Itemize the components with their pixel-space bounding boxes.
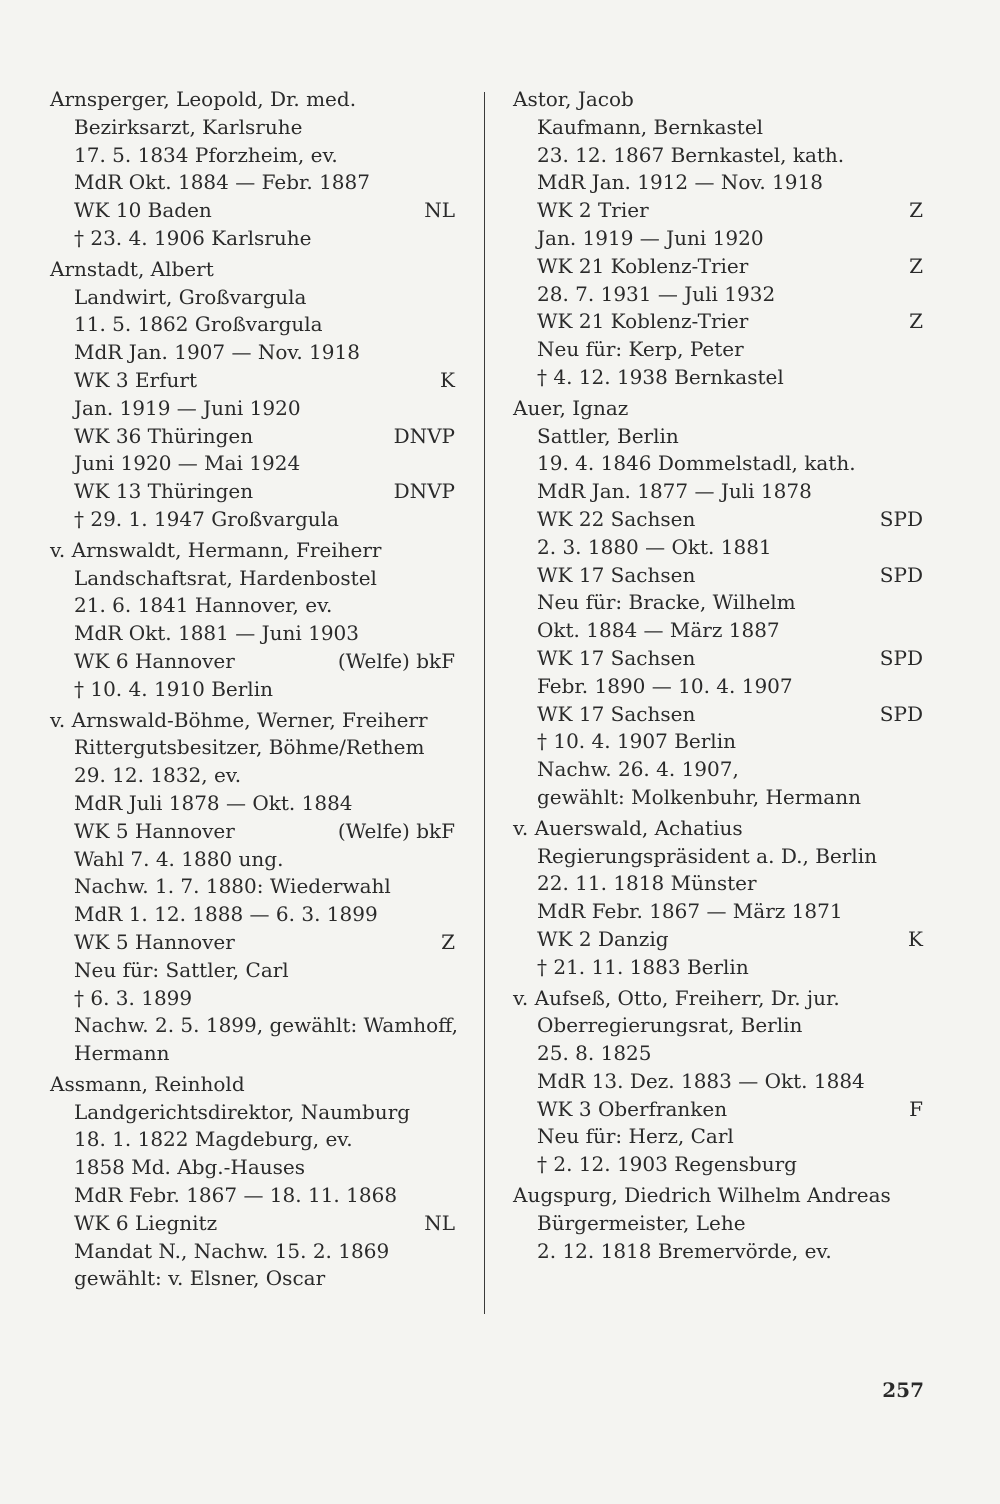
entry-line-text: MdR Juli 1878 — Okt. 1884 [74,790,353,815]
entry-line-text: Wahl 7. 4. 1880 ung. [74,846,284,871]
entry-line [50,565,455,593]
entry-line-text: MdR Jan. 1907 — Nov. 1918 [74,340,360,365]
entry-line [50,423,455,451]
entry-line-text: Landgerichtsdirektor, Naumburg [74,1099,411,1124]
entry-line [513,843,923,871]
entry-line [513,169,923,197]
entry-line [50,1154,455,1182]
entry-line-text: Bezirksarzt, Karlsruhe [74,114,303,139]
entry-line [50,1182,455,1210]
entry-name [50,256,455,284]
directory-entry [513,985,923,1180]
entry-line-text: WK 17 Sachsen [537,701,696,726]
directory-entry [513,395,923,812]
entry-line-text: WK 21 Koblenz-Trier [537,253,749,278]
entry-line [513,926,923,954]
entry-line-text: 2. 3. 1880 — Okt. 1881 [537,534,772,559]
entry-line [513,589,923,617]
entry-line [50,142,455,170]
entry-line [513,114,923,142]
party-label: Z [909,253,923,278]
entry-line [513,308,923,336]
entry-line [513,870,923,898]
entry-line-text: MdR 1. 12. 1888 — 6. 3. 1899 [74,902,378,927]
entry-line [513,1210,923,1238]
entry-line-text: WK 17 Sachsen [537,645,696,670]
entry-line [513,1123,923,1151]
entry-line-text: Auer, Ignaz [513,395,629,420]
entry-line-text: gewählt: Molkenbuhr, Hermann [537,784,861,809]
entry-line-text: † 29. 1. 1947 Großvargula [74,506,339,531]
entry-name [50,86,455,114]
entry-line-text: † 10. 4. 1907 Berlin [537,729,736,754]
entry-line-text: Jan. 1919 — Juni 1920 [74,395,301,420]
entry-line-text: Neu für: Kerp, Peter [537,337,744,362]
entry-line [50,284,455,312]
entry-line [50,339,455,367]
directory-entry [513,1182,923,1265]
entry-name [513,985,923,1013]
entry-line-text: † 2. 12. 1903 Regensburg [537,1152,797,1177]
entry-line-text: 1858 Md. Abg.-Hauses [74,1155,306,1180]
directory-entry [513,86,923,392]
entry-line [513,1040,923,1068]
directory-entry [50,256,455,534]
party-label: DNVP [393,479,455,504]
entry-line [513,281,923,309]
entry-line [513,225,923,253]
entry-line-text: Neu für: Bracke, Wilhelm [537,590,796,615]
entry-line-text: WK 5 Hannover [74,929,235,954]
entry-line [50,1099,455,1127]
party-label: SPD [879,506,923,531]
entry-line [513,645,923,673]
entry-line-text: † 6. 3. 1899 [74,985,193,1010]
entry-line [50,648,455,676]
entry-line-text: Okt. 1884 — März 1887 [537,618,780,643]
directory-entry [50,1071,455,1293]
entry-line-text: WK 6 Hannover [74,648,235,673]
entry-line [513,1151,923,1179]
entry-line-text: Nachw. 1. 7. 1880: Wiederwahl [74,874,391,899]
entry-line-text: MdR Jan. 1877 — Juli 1878 [537,479,812,504]
entry-line-text: 2. 12. 1818 Bremervörde, ev. [537,1238,832,1263]
party-label: SPD [879,562,923,587]
entry-line-text: Nachw. 2. 5. 1899, gewählt: Wamhoff, [74,1013,459,1038]
entry-name [513,815,923,843]
right-column [513,86,923,1265]
entry-line-text: Regierungspräsident a. D., Berlin [537,843,877,868]
entry-line [513,1068,923,1096]
page-number: 257 [882,1378,924,1402]
entry-line [50,762,455,790]
entry-line-text: MdR Okt. 1881 — Juni 1903 [74,621,360,646]
entry-line-text: Assmann, Reinhold [50,1071,245,1096]
entry-line [513,253,923,281]
entry-line-text: Neu für: Herz, Carl [537,1124,734,1149]
entry-line [50,169,455,197]
entry-line-text: WK 21 Koblenz-Trier [537,309,749,334]
entry-line-text: Kaufmann, Bernkastel [537,114,764,139]
directory-entry [50,86,455,253]
entry-line-text: 19. 4. 1846 Dommelstadl, kath. [537,451,856,476]
entry-line [50,197,455,225]
entry-line-text: Febr. 1890 — 10. 4. 1907 [537,673,793,698]
entry-line-text: WK 2 Danzig [537,926,669,951]
party-label: Z [909,198,923,223]
entry-line [50,901,455,929]
entry-line [50,1265,455,1293]
entry-line [50,114,455,142]
entry-line [50,1238,455,1266]
entry-line-text: WK 3 Oberfranken [537,1096,728,1121]
entry-line-text: 29. 12. 1832, ev. [74,763,242,788]
entry-line [50,873,455,901]
entry-line-text: WK 3 Erfurt [74,367,197,392]
entry-line-text: 11. 5. 1862 Großvargula [74,312,323,337]
entry-line [50,734,455,762]
entry-line-text: Augspurg, Diedrich Wilhelm Andreas [513,1183,891,1208]
entry-line [513,756,923,784]
entry-line [50,506,455,534]
entry-line-text: WK 6 Liegnitz [74,1210,218,1235]
entry-line-text: Landschaftsrat, Hardenbostel [74,565,377,590]
entry-line-text: v. Arnswald-Böhme, Werner, Freiherr [50,707,428,732]
entry-line [513,478,923,506]
entry-line-text: Juni 1920 — Mai 1924 [74,451,301,476]
entry-line [513,336,923,364]
entry-line [513,534,923,562]
party-label: (Welfe) bkF [337,648,455,673]
entry-line-text: 18. 1. 1822 Magdeburg, ev. [74,1127,353,1152]
entry-line-text: 17. 5. 1834 Pforzheim, ev. [74,142,338,167]
entry-line [50,450,455,478]
entry-line-text: WK 5 Hannover [74,818,235,843]
entry-name [50,1071,455,1099]
entry-line [513,784,923,812]
entry-line [50,1012,459,1040]
entry-line-text: 21. 6. 1841 Hannover, ev. [74,593,333,618]
entry-line [50,1210,455,1238]
entry-line [513,954,923,982]
entry-line [513,1012,923,1040]
entry-line [50,790,455,818]
entry-line [50,225,455,253]
party-label: SPD [879,701,923,726]
entry-line [50,818,455,846]
entry-line-text: WK 22 Sachsen [537,506,696,531]
entry-line [513,673,923,701]
entry-line-text: WK 2 Trier [537,198,649,223]
entry-line [513,898,923,926]
directory-entry [50,707,459,1068]
directory-entry [513,815,923,982]
entry-line [50,478,455,506]
entry-line-text: Jan. 1919 — Juni 1920 [537,225,764,250]
entry-line-text: 23. 12. 1867 Bernkastel, kath. [537,142,845,167]
entry-line-text: MdR 13. Dez. 1883 — Okt. 1884 [537,1068,865,1093]
entry-line-text: † 4. 12. 1938 Bernkastel [537,364,784,389]
entry-line-text: MdR Febr. 1867 — 18. 11. 1868 [74,1183,398,1208]
column-divider [484,92,485,1314]
entry-line-text: Rittergutsbesitzer, Böhme/Rethem [74,735,425,760]
entry-name [50,537,455,565]
party-label: NL [424,198,455,223]
entry-line [50,929,455,957]
party-label: DNVP [393,423,455,448]
entry-line-text: Arnstadt, Albert [50,256,214,281]
entry-line-text: WK 10 Baden [74,198,212,223]
entry-name [513,395,923,423]
entry-line [50,592,455,620]
entry-line [50,985,455,1013]
entry-line-text: Neu für: Sattler, Carl [74,957,289,982]
entry-line-text: v. Aufseß, Otto, Freiherr, Dr. jur. [513,985,840,1010]
entry-line [513,506,923,534]
entry-line [50,311,455,339]
party-label: F [909,1096,923,1121]
entry-line [513,142,923,170]
entry-line [50,957,455,985]
entry-line [50,676,455,704]
entry-line-text: WK 36 Thüringen [74,423,254,448]
entry-line [513,450,923,478]
entry-line-text: Astor, Jacob [513,87,634,111]
entry-line-text: gewählt: v. Elsner, Oscar [74,1266,326,1291]
entry-line [50,1126,455,1154]
entry-line [513,617,923,645]
entry-line [513,728,923,756]
entry-line-text: 28. 7. 1931 — Juli 1932 [537,281,776,306]
entry-line-text: Nachw. 26. 4. 1907, [537,757,739,782]
entry-line-text: v. Arnswaldt, Hermann, Freiherr [50,537,382,562]
party-label: Z [441,929,455,954]
entry-line-text: MdR Jan. 1912 — Nov. 1918 [537,170,823,195]
entry-line [50,1040,455,1068]
entry-line [50,846,455,874]
entry-line-text: Landwirt, Großvargula [74,284,307,309]
entry-line-text: 22. 11. 1818 Münster [537,871,757,896]
entry-name [513,1182,923,1210]
entry-line [513,364,923,392]
party-label: NL [424,1210,455,1235]
entry-line [513,1238,923,1266]
entry-line-text: † 23. 4. 1906 Karlsruhe [74,225,312,250]
entry-line-text: MdR Okt. 1884 — Febr. 1887 [74,170,370,195]
entry-line-text: † 21. 11. 1883 Berlin [537,954,749,979]
entry-line-text: WK 17 Sachsen [537,562,696,587]
directory-entry [50,537,455,704]
entry-line-text: MdR Febr. 1867 — März 1871 [537,899,843,924]
entry-line-text: 25. 8. 1825 [537,1041,652,1066]
entry-line [50,620,455,648]
party-label: Z [909,309,923,334]
entry-line [513,701,923,729]
entry-line-text: WK 13 Thüringen [74,479,254,504]
entry-line-text: † 10. 4. 1910 Berlin [74,676,273,701]
entry-line-text: Sattler, Berlin [537,423,679,448]
left-column [50,86,459,1293]
entry-name [513,86,923,114]
entry-line-text: Hermann [74,1041,170,1066]
party-label: SPD [879,645,923,670]
entry-name [50,707,455,735]
entry-line-text: Arnsperger, Leopold, Dr. med. [50,87,357,111]
entry-line [50,367,455,395]
entry-line [513,423,923,451]
entry-line [513,197,923,225]
party-label: K [440,367,455,392]
entry-line-text: Oberregierungsrat, Berlin [537,1013,803,1038]
entry-line-text: v. Auerswald, Achatius [513,815,743,840]
entry-line [513,1096,923,1124]
entry-line-text: Bürgermeister, Lehe [537,1210,746,1235]
entry-line-text: Mandat N., Nachw. 15. 2. 1869 [74,1238,390,1263]
entry-line [50,395,455,423]
party-label: (Welfe) bkF [337,818,455,843]
entry-line [513,562,923,590]
party-label: K [908,926,923,951]
